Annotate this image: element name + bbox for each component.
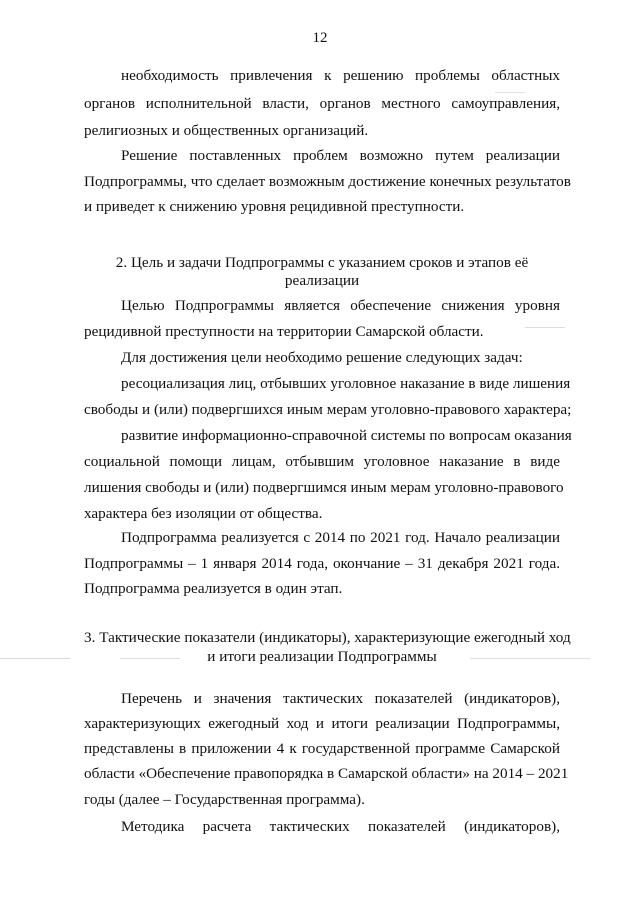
paragraph-line: Методика расчета тактических показателей (индикаторов),: [121, 818, 560, 835]
paragraph-line: Целью Подпрограммы является обеспечение снижения уровня: [121, 297, 560, 314]
section-heading: и итоги реализации Подпрограммы: [207, 648, 437, 665]
scan-artifact: [470, 658, 590, 659]
paragraph-line: органов исполнительной власти, органов местного самоуправления,: [84, 95, 560, 112]
paragraph-line: характера без изоляции от общества.: [84, 505, 323, 522]
paragraph-line: и приведет к снижению уровня рецидивной преступности.: [84, 198, 465, 215]
paragraph-line: свободы и (или) подвергшихся иным мерам уголовно-правового характера;: [84, 401, 572, 418]
paragraph-line: характеризующих ежегодный ход и итоги реализации Подпрограммы,: [84, 715, 560, 732]
page-number: 12: [312, 30, 328, 46]
paragraph-line: необходимость привлечения к решению проблемы областных: [121, 67, 560, 84]
paragraph-line: Подпрограмма реализуется с 2014 по 2021 год. Начало реализации: [121, 529, 560, 546]
paragraph-line: Для достижения цели необходимо решение следующих задач:: [121, 349, 523, 366]
paragraph-line: годы (далее – Государственная программа).: [84, 791, 365, 808]
paragraph-line: религиозных и общественных организаций.: [84, 122, 369, 139]
paragraph-line: развитие информационно-справочной системы по вопросам оказания: [121, 427, 572, 444]
paragraph-line: области «Обеспечение правопорядка в Самарской области» на 2014 – 2021: [84, 765, 569, 782]
paragraph-line: социальной помощи лицам, отбывшим уголовное наказание в виде: [84, 453, 560, 470]
paragraph-line: представлены в приложении 4 к государственной программе Самарской: [84, 740, 560, 757]
paragraph-line: Подпрограмма реализуется в один этап.: [84, 580, 343, 597]
scan-artifact: [525, 327, 565, 328]
paragraph-line: Подпрограммы – 1 января 2014 года, окончание – 31 декабря 2021 года.: [84, 555, 560, 572]
section-heading: 2. Цель и задачи Подпрограммы с указанием сроков и этапов её: [115, 254, 529, 271]
scan-artifact: [495, 92, 525, 93]
paragraph-line: ресоциализация лиц, отбывших уголовное наказание в виде лишения: [121, 375, 571, 392]
paragraph-line: рецидивной преступности на территории Самарской области.: [84, 323, 484, 340]
paragraph-line: Перечень и значения тактических показателей (индикаторов),: [121, 690, 560, 707]
paragraph-line: Подпрограммы, что сделает возможным достижение конечных результатов: [84, 173, 571, 190]
section-heading: реализации: [284, 272, 360, 289]
paragraph-line: Решение поставленных проблем возможно путем реализации: [121, 147, 560, 164]
scan-artifact: [120, 658, 180, 659]
section-heading: 3. Тактические показатели (индикаторы), характеризующие ежегодный ход: [84, 629, 571, 646]
scan-artifact: [0, 658, 70, 659]
paragraph-line: лишения свободы и (или) подвергшимся иным мерам уголовно-правового: [84, 479, 564, 496]
